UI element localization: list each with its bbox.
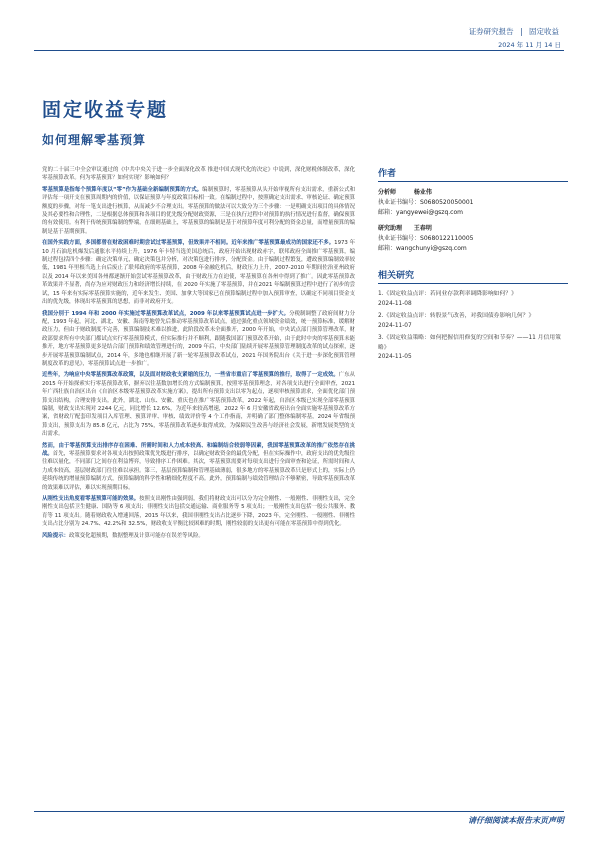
author-name: 王春明 (413, 225, 432, 232)
main-body (42, 166, 355, 543)
report-date: 2024 年 11 月 14 日 (498, 41, 561, 49)
email-link[interactable]: yangyewei@gszq.com (396, 209, 463, 216)
paragraph: 党的二十届三中全会审议通过的《中共中央关于进一步全面深化改革 推进中国式现代化的决定》中说到，深化财税体制改革，深化零基预算改革。何为零基预算？如何实现？影响如何？ (42, 167, 355, 182)
related-date: 2024-11-08 (378, 300, 412, 307)
paragraph (42, 310, 355, 369)
header-separator: | (520, 27, 523, 36)
paragraph-text: 1973 年 10 月石油危机爆发后通胀水平持续上升，1976 年卡特当选美国总统后，政府开始出现财政赤字，联邦政府全面推广零基预算，编制过程包括四个步骤：确定决策单元，确定决策包并分析，对决策包进行排序，分配资金。由于编制过程繁复，遭政预算编制效率较低，1981 年里根当选上台后废止了联邦政府的零基预算，2008 年金融危机后，财政压力上升，2007-2010 年期间佐治亚州政府以及 2014 年以来美国各州都逐渐开始尝试零基预算改革，由于财政压力在迫使，零基预算在各州中得到了推广。因此零基预算改革效果并不显著，尚存为应对财政压力和经济增长持续，在 2020 年实施了零基预算，并在2021 年编制预算过程中进行了初步的尝试，15 年来有实际零基预算实施的，近年来发生、美国、加拿大等国家已在预算编制过程中加入预算审查，以确定不同项目资金支出的优先级，体现出零基预算的思想，而非对政府开支。 (42, 240, 355, 306)
authors-heading: 作者 (378, 166, 568, 182)
paragraph (42, 442, 355, 492)
author-role: 研究助理 (378, 225, 403, 232)
email-label: 邮箱： (378, 209, 397, 216)
paragraph (42, 186, 355, 236)
paragraph-lead: 在国外实践方面，多国都曾在财政困难时期尝试过零基预算，但效果并不相同。近年来推广零基预算最成功的国家还不多。 (42, 240, 335, 247)
related-item[interactable] (378, 334, 568, 363)
author-block (378, 188, 568, 218)
license-number: S0680520050001 (420, 199, 474, 206)
related-title: 3.《固定收益策略：如何把握信用修复的空间和节奏？——11 月信用策略》 (378, 335, 561, 351)
sidebar (378, 166, 568, 366)
related-research-heading: 相关研究 (378, 268, 568, 284)
paragraph-text: 编制预算时，零基预算从头开始审视所有支出需求，重新公式和评估每一项开支在预算周期内的价值，以保证预算与年度政策目标相一致。在编制过程中，按照确定支出需求、审核论证、确定预算额度的步骤，对每一笔支出进行核算，从而减少不合理支出。零基预算的做法可以大致分为三个步骤：一是明确支出项目的具体情况及其必要性和合理性，二是根据总体预算和各项目的优先级分配财政资源，三是在执行过程中对预算的执行情况进行监督，确保预算的有效使用。有利于传统预算编制的弊端，在细则基础上，零基预算的编制是基于对预算年度可利分配的资金总量，而增量预算的编制是基于基期预算。 (42, 186, 355, 235)
related-date: 2024-11-07 (378, 322, 412, 329)
license-label: 执业证书编号： (378, 235, 421, 242)
risk-warning (42, 532, 355, 540)
paragraph-text: 首先，零基预算要求对各项支出按照政策优先级进行排序，以确定财政资金的最优分配，但在实际操作中，政府支出的优先级往往难以量化，不同部门之间存在利益博弈，导致排序工作困难。其次，零基预算需要对每项支出进行全面审查和论证，所需时间和人力成本较高，基层财政部门往往难以承担。第三，基层预算编制和管理基础薄弱，很多地方的零基预算改革只是形式上的，实际上仍延续传统的增量预算编制方式，预算编制的科学性和精细化程度不高。此外，预算编制与绩效管理结合不够紧密，导致零基预算改革的效果难以评估，难以实现预期目标。 (42, 451, 355, 491)
report-header (467, 26, 561, 37)
license-number: S0680122110005 (420, 235, 474, 242)
paragraph-lead: 零基预算是指每个预算年度以“零”作为基础全新编制预算的方式。 (42, 186, 203, 193)
related-title: 2.《固定收益点评：转股景气改善，对我国债券影响几何？》 (378, 313, 535, 319)
paragraph (42, 371, 355, 438)
page-title: 固定收益专题 (42, 99, 169, 121)
paragraph-text: 按照支出刚性由强到弱，我们将财政支出可以分为完全刚性、一般刚性、非刚性支出，完全刚性支出包括卫生健康、国防等 6 项支出；非刚性支出包括交通运输、商业服务等 5 项支出；一般刚性支出包括一般公共服务、教育等 11 项支出。随着财政收入增速回落，2015 年以来，我国非刚性支出占比逐步下降，2023 年，完全刚性、一般刚性、非刚性支出占比分别为 24.7%、42.2%和 32.5%，财政收支平衡比较困难的时期，刚性较弱的支出更有可能在零基预算中得到优化。 (42, 496, 355, 528)
related-item[interactable] (378, 312, 568, 331)
author-role: 分析师 (378, 189, 397, 196)
paragraph-lead: 我国分别于 1994 年和 2000 年实施过零基预算改革试点，2009 年以来零基预算试点进一步扩大。 (42, 310, 290, 317)
paragraph-text: 分税制调整了政府间财力分配，1993 年起，河北、湖北、安徽、海南等地曾先后推动零基预算改革试点，通过强化重点领域资金绩效，统一预算标准，缓解财政压力，但由于财政制度不完善，预算编制技术难以推进，此阶段改革未全面推开，2000 年开始，中央试点部门预算管理改革，财政部要求所有中央部门都试点实行零基预算模式，但实际推行并不顺利，跟随我国部门预算改革开始，由于此时中央的零基预算未能推开，地方零基预算更多是结合部门预算和绩效管理进行的，2009 年后，中央部门陆续开展零基预算管理制度改革的试点探索，逐步开展零基预算编制试点，2014 年，多地也相继开展了新一轮零基预算改革试点，2021 年国务院出台《关于进一步深化预算管理制度改革的意见》，零基预算试点进一步推广。 (42, 310, 355, 367)
page-subtitle: 如何理解零基预算 (42, 133, 147, 147)
paragraph-lead: 然而，由于零基预算支出排序存在困难、所需时间和人力成本较高、和编制结合较弱等因素，我国零基预算改革的推广依然存在挑战。 (42, 442, 355, 457)
related-item[interactable] (378, 290, 568, 309)
paragraph-lead: 从刚性支出角度看零基预算可能的效果。 (42, 496, 140, 503)
paragraph-text: 广东从 2015 年开始探索实行零基预算改革，摒弃以往基数加增长的方式编制预算，按照零基预算理念，对各项支出进行全面审查，2021 年广西壮族自治区出台《自治区本级零基预算改革实施方案》，提出所有预算支出以零为起点，逐项审核预算需求，全面优化部门预算支出结构，合理安排支出。此外，湖北、山东、安徽、重庆也在推广零基预算改革，2022 年起，自治区本级已实现全部零基预算编制，财政支出实现对 2244 亿元，同比增长 12.6%，为近年来较高增速，2022 年 6 月安徽省政府出台全面实施零基预算改革方案，省财政厅配套印发项目入库管理、预算评审、审核、绩效评价等 4 个工作指南，并明确了部门整体编制零基，2024 年省级预算支出，预算支出为 85.8 亿元，占比为 75%，零基预算改革逐步取得成效，为保障民生改善与经济社会发展，新增发展类型的支出需求。 (42, 372, 355, 438)
license-label: 执业证书编号： (378, 199, 421, 206)
related-title: 1.《固定收益点评：若同业存款利率调降影响如何？》 (378, 291, 517, 297)
risk-lead: 风险提示： (42, 532, 69, 539)
email-label: 邮箱： (378, 245, 397, 252)
related-date: 2024-11-05 (378, 354, 412, 360)
paragraph (42, 239, 355, 306)
email-link[interactable]: wangchunyi@gszq.com (396, 245, 467, 252)
paragraph-lead: 近些年，为响应中央零基预算改革政策，以及面对财政收支紧缩的压力，一些省市重启了零基预算的推行，取得了一定成效。 (42, 372, 339, 379)
report-category: 固定收益 (529, 27, 559, 36)
header-divider (34, 50, 564, 51)
report-type: 证券研究报告 (468, 27, 514, 36)
author-name: 杨业伟 (413, 189, 432, 196)
footer-divider (34, 811, 564, 812)
author-block (378, 224, 568, 254)
risk-text: 政策变化超预期，数据整理及计算可能存在误差等风险。 (68, 532, 204, 539)
footer-disclaimer: 请仔细阅读本报告末页声明 (468, 816, 564, 825)
paragraph (42, 495, 355, 529)
